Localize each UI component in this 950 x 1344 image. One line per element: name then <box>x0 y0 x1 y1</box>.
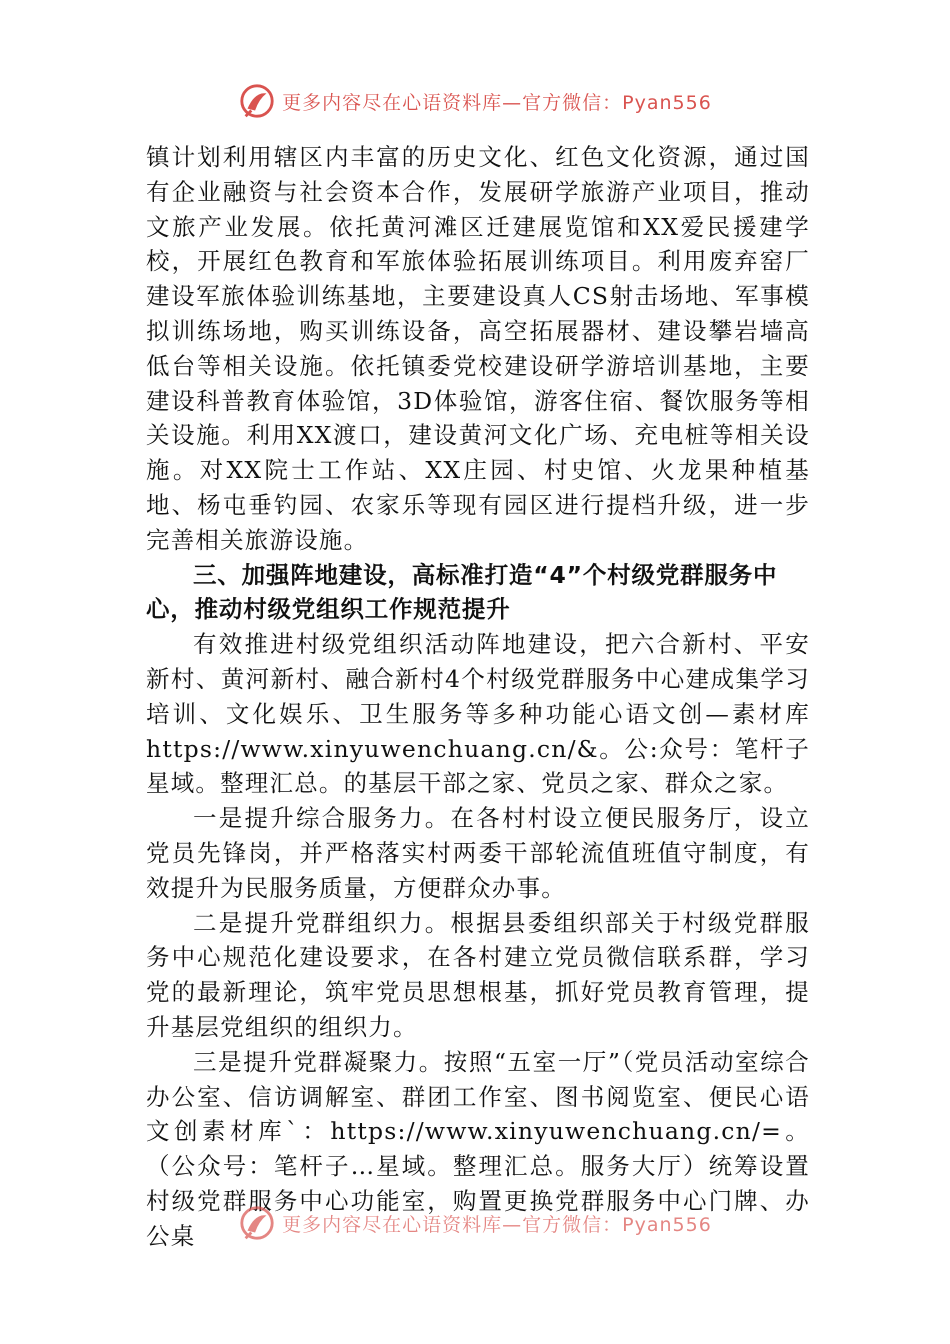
watermark-header <box>0 82 950 120</box>
paragraph: 镇计划利用辖区内丰富的历史文化、红色文化资源，通过国有企业融资与社会资本合作，发展研学旅游产业项目，推动文旅产业发展。依托黄河滩区迁建展览馆和XX爱民援建学校，开展红色教育和军旅体验拓展训练项目。利用废弃窑厂建设军旅体验训练基地，主要建设真人CS射击场地、军事模拟训练场地，购买训练设备，高空拓展器材、建设攀岩墙高低台等相关设施。依托镇委党校建设研学游培训基地，主要建设科普教育体验馆，3D体验馆，游客住宿、餐饮服务等相关设施。利用XX渡口，建设黄河文化广场、充电桩等相关设施。对XX院士工作站、XX庄园、村史馆、火龙果种植基地、杨屯垂钓园、农家乐等现有园区进行提档升级，进一步完善相关旅游设施。 <box>146 143 810 554</box>
paragraph: 二是提升党群组织力。根据县委组织部关于村级党群服务中心规范化建设要求，在各村建立党员微信联系群，学习党的最新理论，筑牢党员思想根基，抓好党员教育管理，提升基层党组织的组织力。 <box>146 908 810 1041</box>
watermark-footer <box>0 1204 950 1242</box>
section-heading: 三、加强阵地建设，高标准打造“4”个村级党群服务中心，推动村级党组织工作规范提升 <box>146 560 778 624</box>
brush-logo-icon <box>238 1204 276 1242</box>
brush-logo-icon <box>238 82 276 120</box>
document-body <box>146 140 810 1254</box>
watermark-text: 更多内容尽在心语资料库—官方微信：Pyan556 <box>282 91 712 114</box>
paragraph: 三是提升党群凝聚力。按照“五室一厅”（党员活动室综合办公室、信访调解室、群团工作室、图书阅览室、便民心语文创素材库`：https://www.xinyuwenchuang.cn/=。（公众号：笔杆子…星域。整理汇总。服务大厅）统筹设置村级党群服务中心功能室，购置更换党群服务中心门牌、办公桌 <box>146 1047 810 1250</box>
watermark-text: 更多内容尽在心语资料库—官方微信：Pyan556 <box>282 1213 712 1236</box>
paragraph: 有效推进村级党组织活动阵地建设，把六合新村、平安新村、黄河新村、融合新村4个村级党群服务中心建成集学习培训、文化娱乐、卫生服务等多种功能心语文创—素材库https://www.xinyuwenchuang.cn/&。公:众号：笔杆子星域。整理汇总。的基层干部之家、党员之家、群众之家。 <box>146 630 810 798</box>
paragraph: 一是提升综合服务力。在各村村设立便民服务厅，设立党员先锋岗，并严格落实村两委干部轮流值班值守制度，有效提升为民服务质量，方便群众办事。 <box>146 804 810 902</box>
